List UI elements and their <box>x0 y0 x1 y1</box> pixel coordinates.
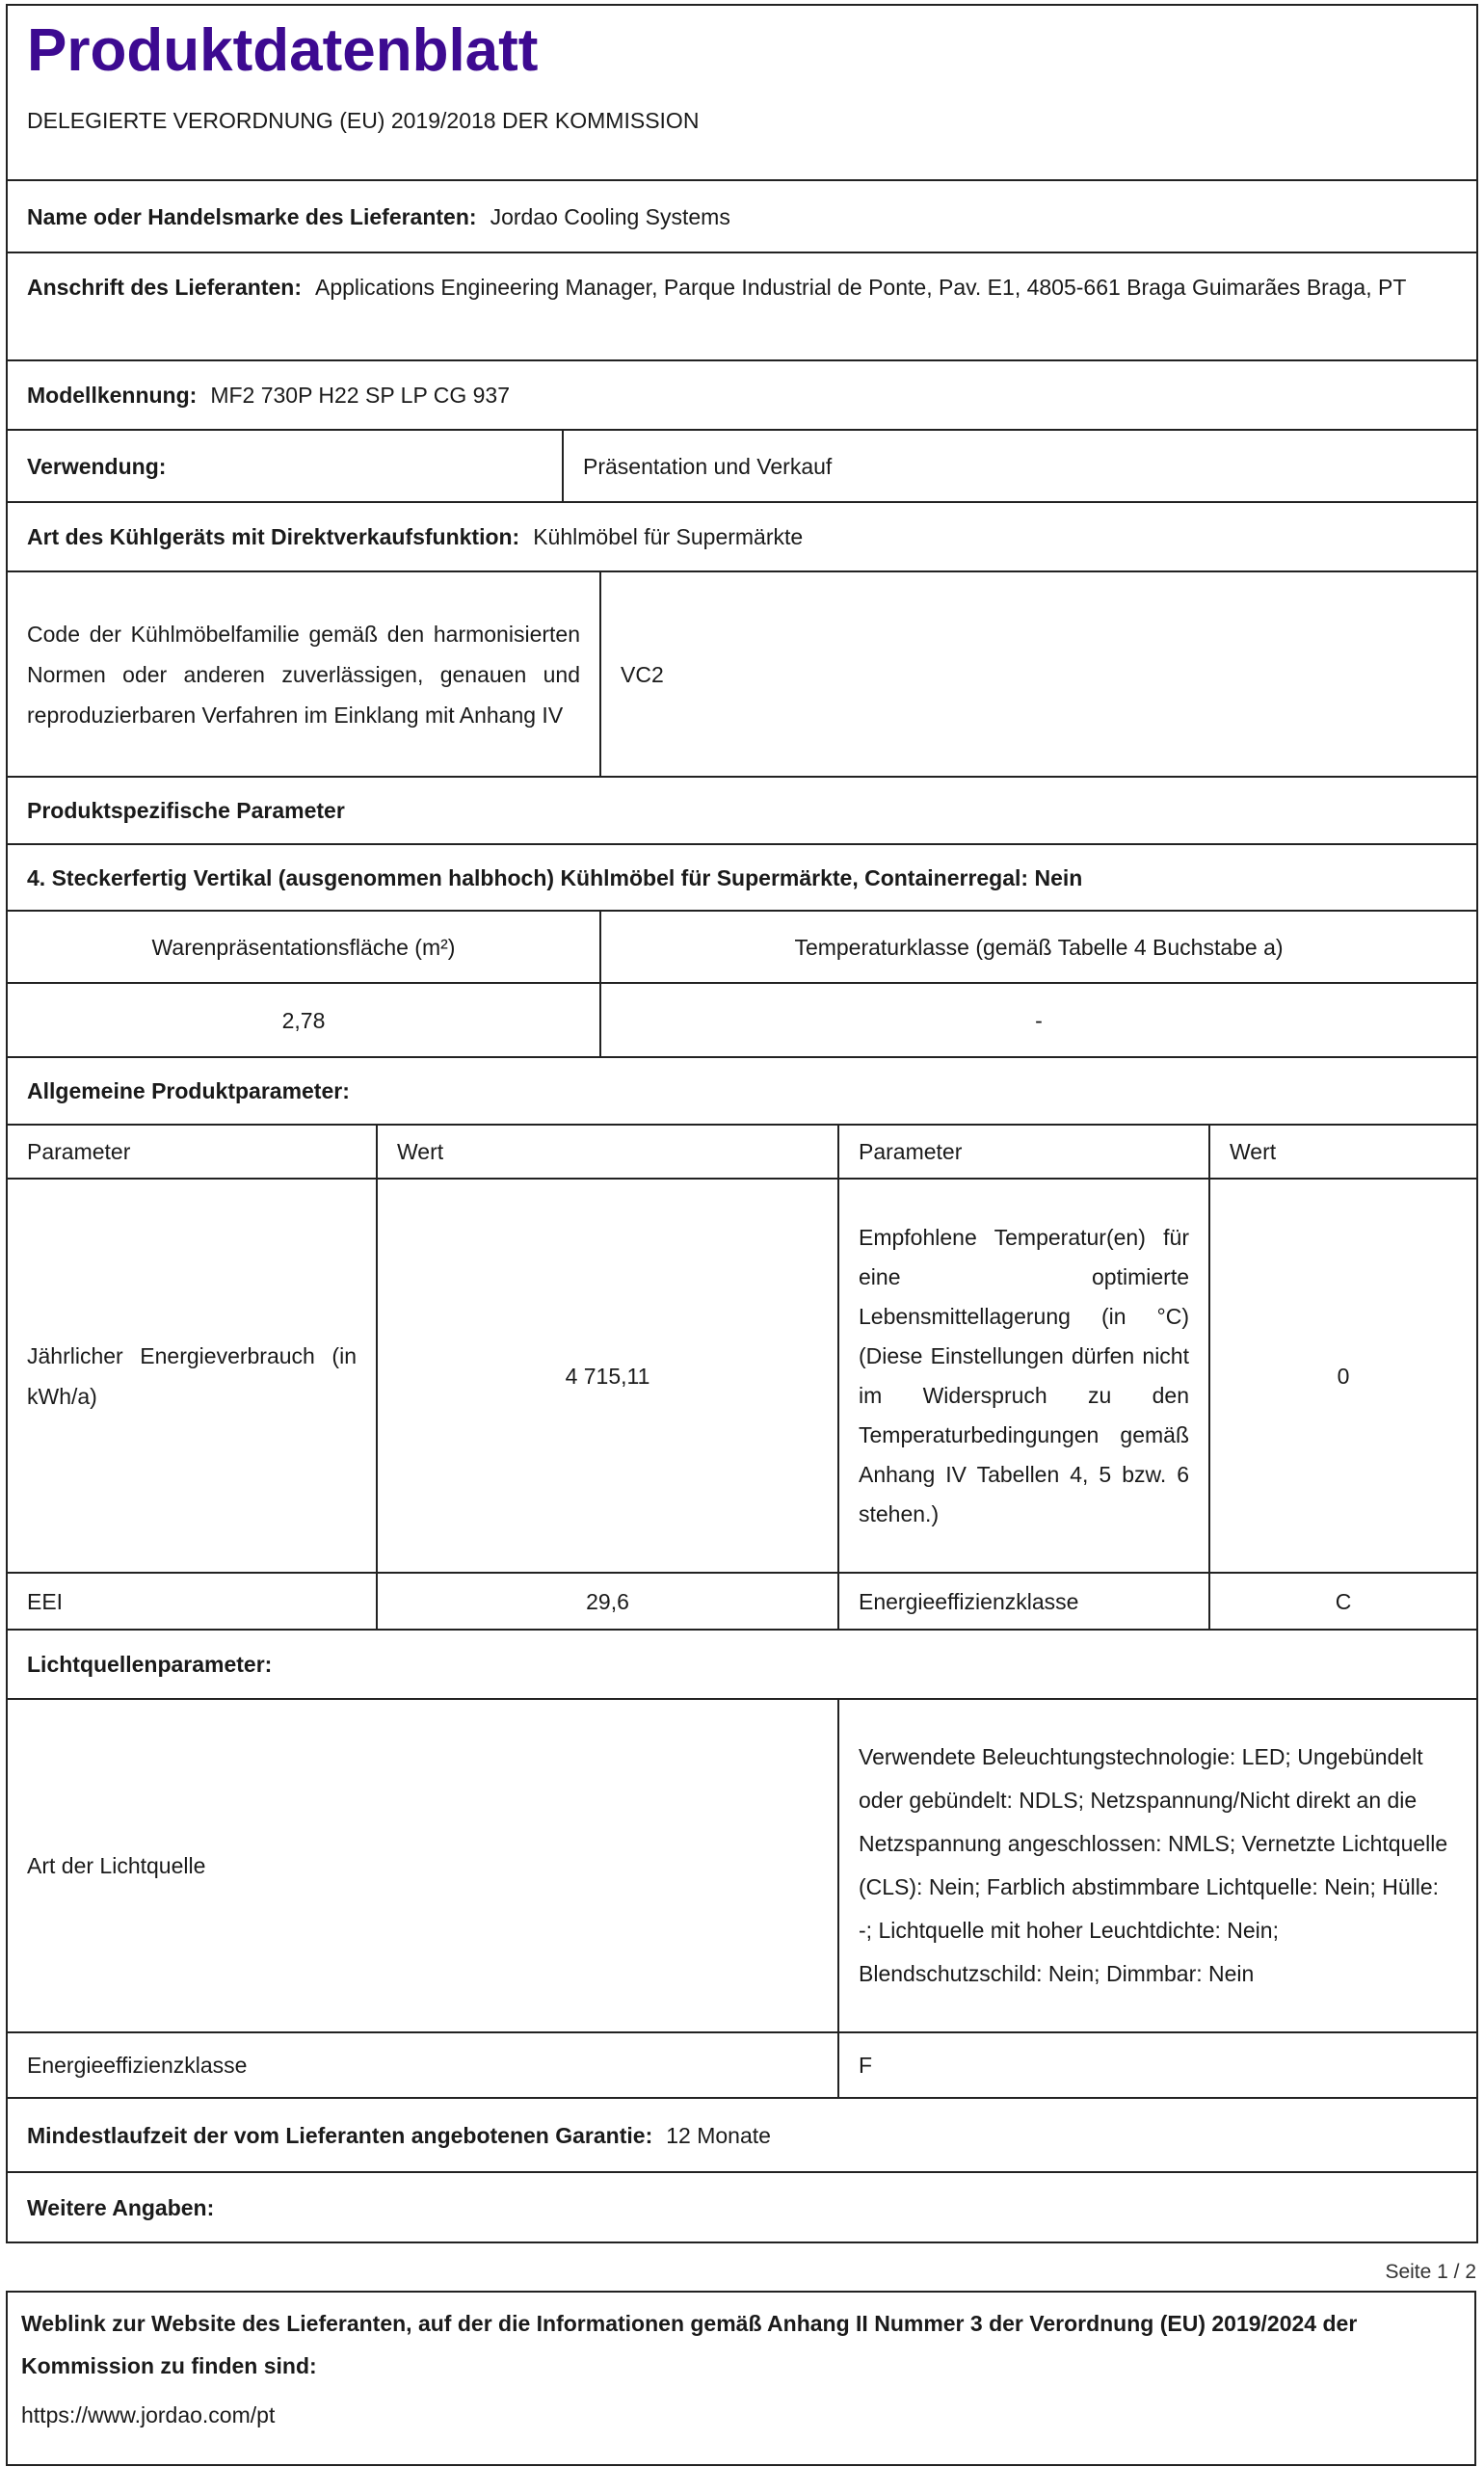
address-label: Anschrift des Lieferanten: <box>27 275 302 300</box>
weblink-url[interactable]: https://www.jordao.com/pt <box>21 2402 276 2427</box>
temperature-class-value: - <box>599 984 1476 1056</box>
warranty-label: Mindestlaufzeit der vom Lieferanten angebotenen Garantie: <box>27 2122 653 2148</box>
type-row <box>8 503 1476 572</box>
weblink-label: Weblink zur Website des Lieferanten, auf der die Informationen gemäß Anhang II Nummer 3 der Verordnung (EU) 2019/2024 der Kommission zu finden sind: <box>21 2311 1358 2378</box>
specific-value-row <box>8 984 1476 1058</box>
light-heading: Lichtquellenparameter: <box>27 1652 273 1677</box>
header-row <box>8 17 1476 181</box>
usage-row <box>8 431 1476 503</box>
light-class-row <box>8 2033 1476 2099</box>
light-type-row <box>8 1700 1476 2033</box>
product-datasheet <box>6 4 1478 2243</box>
eei-label: EEI <box>27 1588 64 1614</box>
type-value: Kühlmöbel für Supermärkte <box>533 524 804 549</box>
weblink-box <box>6 2291 1476 2466</box>
light-class-label: Energieeffizienzklasse <box>27 2053 248 2078</box>
further-label: Weitere Angaben: <box>27 2194 215 2220</box>
annual-energy-label: Jährlicher Energieverbrauch (in kWh/a) <box>27 1342 357 1409</box>
regulation-text: DELEGIERTE VERORDNUNG (EU) 2019/2018 DER KOMMISSION <box>27 108 700 133</box>
usage-label: Verwendung: <box>27 453 167 479</box>
energy-class-label: Energieeffizienzklasse <box>837 1574 1208 1629</box>
specific-header-row <box>8 912 1476 984</box>
light-type-label: Art der Lichtquelle <box>27 1853 206 1878</box>
category-text: 4. Steckerfertig Vertikal (ausgenommen halbhoch) Kühlmöbel für Supermärkte, Containerregal: Nein <box>27 864 1083 890</box>
display-area-value: 2,78 <box>281 1007 326 1033</box>
general-header-row <box>8 1126 1476 1180</box>
type-label: Art des Kühlgeräts mit Direktverkaufsfunktion: <box>27 524 520 549</box>
col-header: Parameter <box>27 1139 131 1164</box>
light-type-value: Verwendete Beleuchtungstechnologie: LED; Ungebündelt oder gebündelt: NDLS; Netzspannung/Nicht direkt an die Netzspannung angeschlossen: NMLS; Vernetzte Lichtquelle (CLS): Nein; Farblich abstimmbare Lichtquelle: Nein; Hülle: -; Lichtquelle mit hoher Leuchtdichte: Nein; Blendschutzschild: Nein; Dimmbar: Nein <box>837 1700 1476 2031</box>
page-number: Seite 1 / 2 <box>1385 2261 1476 2283</box>
light-heading-row <box>8 1631 1476 1700</box>
general-row <box>8 1180 1476 1574</box>
specific-heading: Produktspezifische Parameter <box>27 798 345 823</box>
display-area-header: Warenpräsentationsfläche (m²) <box>151 934 456 960</box>
temperature-class-header: Temperaturklasse (gemäß Tabelle 4 Buchstabe a) <box>599 912 1476 982</box>
supplier-value: Jordao Cooling Systems <box>490 203 730 229</box>
supplier-row <box>8 181 1476 253</box>
general-heading: Allgemeine Produktparameter: <box>27 1078 350 1103</box>
warranty-row <box>8 2099 1476 2173</box>
specific-heading-row <box>8 778 1476 845</box>
model-value: MF2 730P H22 SP LP CG 937 <box>210 383 511 408</box>
eei-value: 29,6 <box>376 1574 837 1629</box>
family-code-row <box>8 572 1476 778</box>
energy-class-value: C <box>1208 1574 1476 1629</box>
address-row <box>8 253 1476 361</box>
warranty-value: 12 Monate <box>666 2122 771 2148</box>
recommended-temp-label: Empfohlene Temperatur(en) für eine optimierte Lebensmittellagerung (in °C) (Diese Einstellungen dürfen nicht im Widerspruch zu den Temperaturbedingungen gemäß Anhang IV Tabellen 4, 5 bzw. 6 stehen.) <box>837 1180 1208 1572</box>
general-row <box>8 1574 1476 1631</box>
supplier-label: Name oder Handelsmarke des Lieferanten: <box>27 203 477 229</box>
annual-energy-value: 4 715,11 <box>376 1180 837 1572</box>
general-heading-row <box>8 1058 1476 1126</box>
category-row <box>8 845 1476 912</box>
col-header: Wert <box>376 1126 837 1178</box>
col-header: Parameter <box>837 1126 1208 1178</box>
model-row <box>8 361 1476 431</box>
usage-value: Präsentation und Verkauf <box>562 431 1476 501</box>
light-class-value: F <box>837 2033 1476 2097</box>
col-header: Wert <box>1208 1126 1476 1178</box>
address-value: Applications Engineering Manager, Parque Industrial de Ponte, Pav. E1, 4805-661 Braga Guimarães Braga, PT <box>315 275 1407 300</box>
page-title: Produktdatenblatt <box>27 17 539 84</box>
further-row <box>8 2173 1476 2242</box>
family-code-label: Code der Kühlmöbelfamilie gemäß den harmonisierten Normen oder anderen zuverlässigen, genauen und reproduzierbaren Verfahren im Einklang mit Anhang IV <box>27 621 580 728</box>
recommended-temp-value: 0 <box>1208 1180 1476 1572</box>
family-code-value: VC2 <box>599 572 1476 776</box>
model-label: Modellkennung: <box>27 383 198 408</box>
